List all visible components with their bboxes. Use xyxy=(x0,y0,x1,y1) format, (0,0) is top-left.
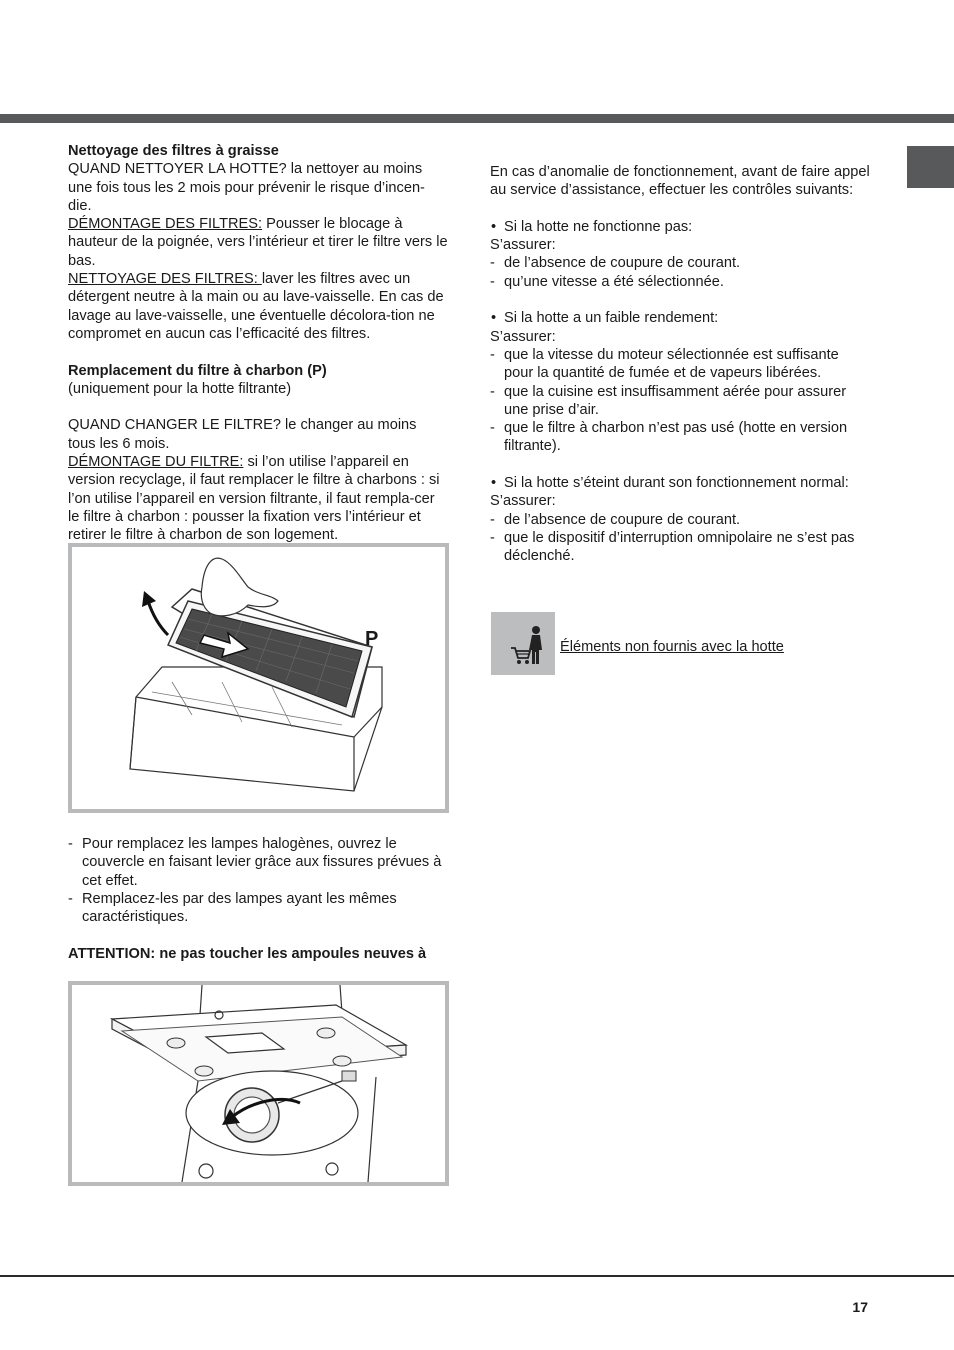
language-tab-marker xyxy=(907,146,954,188)
grease-removal-label: DÉMONTAGE DES FILTRES: xyxy=(68,216,263,233)
attention-warning: ATTENTION: ne pas toucher les ampoules neuves à xyxy=(68,945,427,962)
grease-removal-text: Pousser le blocage à hauteur de la poignée, vers l’intérieur et tirer le filtre vers le bas. xyxy=(68,216,448,269)
lamp-instruction-1: - Pour remplacez les lampes halogènes, ouvrez le couvercle en faisant levier grâce aux fissures prévues à cet effet. xyxy=(68,835,448,890)
check-2-item-2: - que la cuisine est insuffisamment aérée pour assurer une prise d’air. xyxy=(490,383,870,420)
grease-cleaning-paragraph xyxy=(68,270,448,343)
charcoal-filter-label-p: P xyxy=(365,628,379,650)
lamp-replacement-drawing xyxy=(72,985,445,1182)
check-3-item-2: - que le dispositif d’interruption omnipolaire ne s’est pas déclenché. xyxy=(490,529,870,566)
charcoal-removal-text: si l’on utilise l’appareil en version recyclage, il faut remplacer le filtre à charbons : si l’on utilise l’appareil en version filtrante, il faut rempla-cer le filtre à charbon : pousser la fixation vers l’intérieur et retirer le filtre à charbon de son logement. xyxy=(68,454,440,544)
items-not-supplied-note: Éléments non fournis avec la hotte xyxy=(560,639,784,655)
header-bar xyxy=(0,114,954,123)
check-3-assurer: S’assurer: xyxy=(490,493,556,510)
check-2-item-1: - que la vitesse du moteur sélectionnée est suffisante pour la quantité de fumée et de vapeurs libérées. xyxy=(490,346,870,383)
page-number: 17 xyxy=(852,1299,868,1315)
check-2-item-3: - que le filtre à charbon n’est pas usé (hotte en version filtrante). xyxy=(490,419,870,456)
left-column xyxy=(68,142,448,545)
charcoal-removal-paragraph xyxy=(68,453,448,544)
check-1-title: • Si la hotte ne fonctionne pas: xyxy=(490,218,870,236)
grease-cleaning-text: laver les filtres avec un détergent neutre à la main ou au lave-vaisselle. En cas de lavage au lave-vaisselle, une éventuelle décolora-tion ne compromet en aucun cas l’efficacité des filtres. xyxy=(68,271,444,342)
right-column xyxy=(490,163,870,566)
charcoal-filter-illustration xyxy=(68,543,449,813)
charcoal-removal-label: DÉMONTAGE DU FILTRE: xyxy=(68,454,244,471)
grease-cleaning-label: NETTOYAGE DES FILTRES: xyxy=(68,271,262,288)
footer-rule xyxy=(0,1275,954,1277)
grease-filter-heading: Nettoyage des filtres à graisse xyxy=(68,143,279,159)
lamp-replacement-illustration xyxy=(68,981,449,1186)
charcoal-filter-drawing xyxy=(72,547,445,809)
lamp-section xyxy=(68,835,448,963)
charcoal-filter-subtitle: (uniquement pour la hotte filtrante) xyxy=(68,380,292,397)
lamp-instruction-2: - Remplacez-les par des lampes ayant les mêmes caractéristiques. xyxy=(68,890,448,927)
check-1-item-2: - qu’une vitesse a été sélectionnée. xyxy=(490,273,870,291)
shopping-cart-person-icon xyxy=(491,612,555,675)
grease-clean-when: QUAND NETTOYER LA HOTTE? la nettoyer au moins une fois tous les 2 mois pour prévenir le risque d’incen-die. xyxy=(68,161,425,214)
charcoal-change-when: QUAND CHANGER LE FILTRE? le changer au moins tous les 6 mois. xyxy=(68,417,417,452)
check-1-item-1: - de l’absence de coupure de courant. xyxy=(490,254,870,272)
charcoal-filter-heading: Remplacement du filtre à charbon (P) xyxy=(68,362,327,379)
grease-removal-paragraph xyxy=(68,215,448,270)
check-1-assurer: S’assurer: xyxy=(490,237,556,254)
check-3-title: • Si la hotte s’éteint durant son fonctionnement normal: xyxy=(490,474,870,492)
check-2-title: • Si la hotte a un faible rendement: xyxy=(490,309,870,327)
check-2-assurer: S’assurer: xyxy=(490,328,556,345)
check-3-item-1: - de l’absence de coupure de courant. xyxy=(490,511,870,529)
troubleshooting-intro: En cas d’anomalie de fonctionnement, avant de faire appel au service d’assistance, effectuer les contrôles suivants: xyxy=(490,164,870,199)
